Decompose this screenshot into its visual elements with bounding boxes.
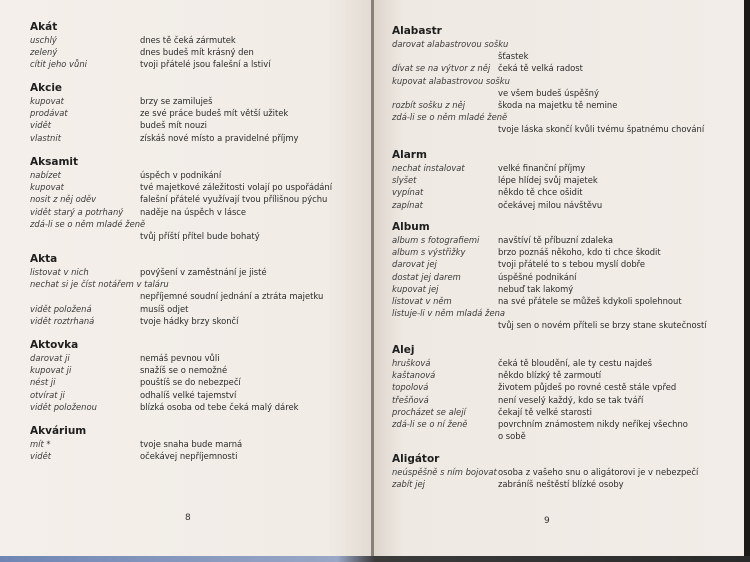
dream-meaning: tvůj sen o novém příteli se brzy stane skutečností: [498, 320, 707, 331]
entry-row: [30, 364, 365, 376]
dream-term: dostat jej darem: [392, 271, 461, 282]
entry-headword: Alarm: [392, 149, 427, 161]
dream-term: vidět roztrhaná: [30, 315, 95, 326]
dream-term: kupovat jej: [392, 283, 439, 294]
dream-meaning: škoda na majetku tě nemine: [498, 99, 618, 110]
dream-meaning: získáš nové místo a pravidelné příjmy: [140, 132, 299, 143]
dream-meaning: osoba z vašeho snu o aligátorovi je v nebezpečí: [498, 467, 699, 477]
dictionary-entry: [30, 20, 365, 71]
dream-term: zdá-li se o ní ženě: [392, 418, 468, 429]
dream-term: zelený: [30, 47, 58, 58]
dream-meaning: čeká tě bloudění, ale ty cestu najdeš: [498, 358, 653, 368]
dream-meaning: o sobě: [498, 431, 526, 442]
entry-row: [392, 258, 737, 270]
entry-row: [30, 450, 365, 462]
dream-meaning: na své přátele se můžeš kdykoli spolehnout: [498, 295, 682, 306]
dictionary-entry: [30, 252, 365, 327]
left-page: [0, 0, 372, 562]
dream-term: zdá-li se o něm mladé ženě: [30, 218, 146, 229]
dream-meaning: ve všem budeš úspěšný: [498, 87, 599, 98]
dream-meaning: nebuď tak lakomý: [498, 283, 574, 294]
dream-term: listovat v něm: [392, 295, 452, 306]
dream-term: topolová: [392, 382, 429, 393]
entry-row: [392, 174, 737, 186]
entry-row: [30, 169, 365, 181]
dream-term: vlastnit: [30, 132, 61, 143]
dream-meaning: budeš mít nouzi: [140, 120, 208, 131]
entry-row: [392, 62, 737, 74]
dictionary-entry: [30, 155, 365, 242]
entry-row: [392, 38, 737, 50]
dream-meaning: povrchním známostem nikdy neříkej všechno: [498, 418, 688, 429]
entry-row: [392, 418, 737, 430]
dream-meaning: brzy se zamiluješ: [140, 96, 213, 106]
dream-term: kupovat alabastrovou sošku: [392, 75, 510, 86]
dream-term: dívat se na výtvor z něj: [392, 63, 491, 74]
bottom-background-strip: [0, 556, 750, 562]
entry-row: [30, 181, 365, 193]
dictionary-entry: [30, 424, 365, 462]
entry-headword: Alabastr: [392, 25, 442, 37]
dream-meaning: povýšení v zaměstnání je jisté: [140, 267, 267, 277]
entry-row: [30, 389, 365, 401]
dream-meaning: tvoje snaha bude marná: [140, 439, 243, 449]
entry-row: [30, 376, 365, 388]
entry-row: [392, 381, 737, 393]
entry-row: [30, 438, 365, 450]
entry-row: [392, 430, 737, 442]
entry-row: [30, 266, 365, 278]
dream-term: hrušková: [392, 358, 431, 368]
dream-meaning: někdo blízký tě zarmoutí: [498, 370, 602, 381]
entry-headword: Akta: [30, 253, 58, 265]
entry-headword: Aligátor: [392, 453, 440, 465]
dream-meaning: někdo tě chce ošidit: [498, 187, 583, 198]
dream-meaning: čekají tě velké starosti: [498, 406, 592, 417]
dream-meaning: lépe hlídej svůj majetek: [498, 175, 598, 186]
dream-meaning: tvůj příští přítel bude bohatý: [140, 230, 260, 241]
dream-meaning: falešní přátelé využívají tvou přílišnou pýchu: [140, 194, 328, 205]
entry-row: [392, 478, 737, 490]
entry-row: [30, 290, 365, 302]
dream-term: vidět položená: [30, 303, 92, 314]
dream-meaning: brzo poznáš někoho, kdo ti chce škodit: [498, 247, 661, 258]
dictionary-entry: [392, 452, 737, 490]
dream-meaning: snažíš se o nemožné: [140, 365, 228, 376]
dream-term: vidět: [30, 451, 52, 462]
dream-term: mít *: [30, 439, 51, 449]
entry-row: [392, 295, 737, 307]
dream-meaning: musíš odjet: [140, 303, 189, 314]
dream-term: třešňová: [392, 394, 429, 405]
dream-term: kupovat: [30, 182, 64, 193]
dream-term: album s fotografiemi: [392, 235, 480, 245]
dictionary-entry: [392, 148, 737, 211]
dream-meaning: tvoji přátelé to s tebou myslí dobře: [498, 259, 646, 270]
dream-term: darovat alabastrovou sošku: [392, 39, 509, 49]
dictionary-entry: [30, 81, 365, 144]
entry-row: [30, 401, 365, 413]
entry-row: [392, 357, 737, 369]
entry-row: [392, 246, 737, 258]
dream-meaning: není veselý každý, kdo se tak tváří: [498, 394, 644, 405]
entry-row: [30, 193, 365, 205]
dream-meaning: pouštíš se do nebezpečí: [140, 377, 241, 388]
right-page: [374, 0, 744, 562]
dream-meaning: tvoji přátelé jsou falešní a lstiví: [140, 59, 271, 70]
entry-row: [30, 119, 365, 131]
entry-row: [30, 206, 365, 218]
entry-row: [30, 303, 365, 315]
entry-row: [392, 369, 737, 381]
dream-meaning: tvé majetkové záležitosti volají po uspořádání: [140, 182, 333, 193]
dream-term: kupovat ji: [30, 365, 72, 376]
dream-term: darovat jej: [392, 259, 437, 270]
dream-term: neúspěšně s ním bojovat: [392, 467, 497, 477]
page-number-left: 8: [185, 513, 191, 523]
dream-term: prodávat: [30, 108, 68, 119]
entry-row: [392, 111, 737, 123]
dream-term: zdá-li se o něm mladé ženě: [392, 112, 508, 123]
entry-row: [392, 123, 737, 135]
dream-term: nosit z něj oděv: [30, 194, 97, 205]
dream-meaning: odhalíš velké tajemství: [140, 389, 237, 400]
dream-term: rozbít sošku z něj: [392, 99, 466, 110]
book-edge: [744, 0, 750, 562]
dream-term: album s výstřižky: [392, 247, 466, 258]
dream-meaning: nepříjemné soudní jednání a ztráta majetku: [140, 291, 324, 302]
entry-row: [392, 199, 737, 211]
entry-row: [392, 406, 737, 418]
dream-term: nechat si je číst notářem v taláru: [30, 279, 169, 290]
dream-term: zabít jej: [392, 479, 425, 490]
entry-row: [30, 132, 365, 144]
dream-meaning: životem půjdeš po rovné cestě stále vpřed: [498, 382, 677, 393]
dream-meaning: tvoje láska skončí kvůli tvému špatnému chování: [498, 124, 705, 135]
entry-row: [392, 319, 737, 331]
dream-term: listuje-li v něm mladá žena: [392, 308, 506, 319]
entry-row: [392, 50, 737, 62]
entry-row: [392, 99, 737, 111]
dream-term: cítit jeho vůni: [30, 59, 87, 70]
dream-meaning: šťastek: [498, 51, 529, 62]
entry-row: [30, 58, 365, 70]
entry-headword: Alej: [392, 344, 415, 356]
dream-term: vidět starý a potrhaný: [30, 206, 124, 217]
entry-row: [30, 315, 365, 327]
entry-row: [30, 107, 365, 119]
page-number-right: 9: [544, 516, 550, 526]
dream-term: vidět: [30, 120, 52, 131]
dream-term: kaštanová: [392, 370, 436, 381]
dream-term: otvírat ji: [30, 389, 65, 400]
entry-row: [392, 271, 737, 283]
dream-term: zapínat: [392, 199, 423, 210]
dream-term: darovat ji: [30, 353, 70, 363]
dream-term: slyšet: [392, 175, 417, 186]
dream-meaning: naděje na úspěch v lásce: [140, 206, 247, 217]
dream-meaning: velké finanční příjmy: [498, 163, 586, 173]
dream-meaning: úspěšné podnikání: [498, 271, 577, 282]
entry-headword: Akcie: [30, 82, 63, 94]
entry-row: [392, 307, 737, 319]
dream-meaning: očekávej milou návštěvu: [498, 199, 603, 210]
entry-row: [392, 283, 737, 295]
dream-meaning: dnes tě čeká zármutek: [140, 35, 236, 45]
dream-term: nechat instalovat: [392, 163, 465, 173]
dream-meaning: čeká tě velká radost: [498, 63, 583, 74]
entry-row: [30, 218, 365, 230]
entry-row: [30, 95, 365, 107]
entry-row: [30, 352, 365, 364]
dream-meaning: úspěch v podnikání: [140, 170, 222, 180]
entry-row: [392, 466, 737, 478]
dream-term: uschlý: [30, 35, 57, 45]
entry-row: [392, 162, 737, 174]
dream-meaning: blízká osoba od tebe čeká malý dárek: [140, 401, 299, 412]
entry-row: [392, 75, 737, 87]
entry-row: [392, 394, 737, 406]
entry-row: [30, 230, 365, 242]
dictionary-entry: [392, 24, 737, 136]
dictionary-entry: [30, 338, 365, 413]
dream-meaning: dnes budeš mít krásný den: [140, 47, 254, 58]
dream-term: listovat v nich: [30, 267, 89, 277]
dictionary-entry: [392, 343, 737, 442]
entry-row: [392, 186, 737, 198]
entry-row: [392, 87, 737, 99]
dictionary-entry: [392, 220, 737, 332]
dream-meaning: zabráníš neštěstí blízké osoby: [498, 479, 624, 490]
entry-headword: Aksamit: [30, 156, 79, 168]
dream-meaning: tvoje hádky brzy skončí: [140, 315, 239, 326]
dream-meaning: očekávej nepříjemnosti: [140, 451, 238, 462]
entry-headword: Album: [392, 221, 430, 233]
entry-row: [30, 34, 365, 46]
dream-meaning: nemáš pevnou vůli: [140, 353, 220, 363]
dream-term: nabízet: [30, 170, 61, 180]
dream-term: procházet se alejí: [392, 406, 466, 417]
dream-term: vypínat: [392, 187, 424, 198]
entry-headword: Akát: [30, 21, 58, 33]
dream-term: nést ji: [30, 377, 56, 388]
entry-headword: Aktovka: [30, 339, 79, 351]
entry-row: [392, 234, 737, 246]
entry-headword: Akvárium: [30, 425, 87, 437]
dream-meaning: ze své práce budeš mít větší užitek: [140, 108, 289, 119]
entry-row: [30, 278, 365, 290]
dream-term: kupovat: [30, 96, 64, 106]
dream-meaning: navštíví tě příbuzní zdaleka: [498, 235, 613, 245]
entry-row: [30, 46, 365, 58]
dream-term: vidět položenou: [30, 401, 97, 412]
